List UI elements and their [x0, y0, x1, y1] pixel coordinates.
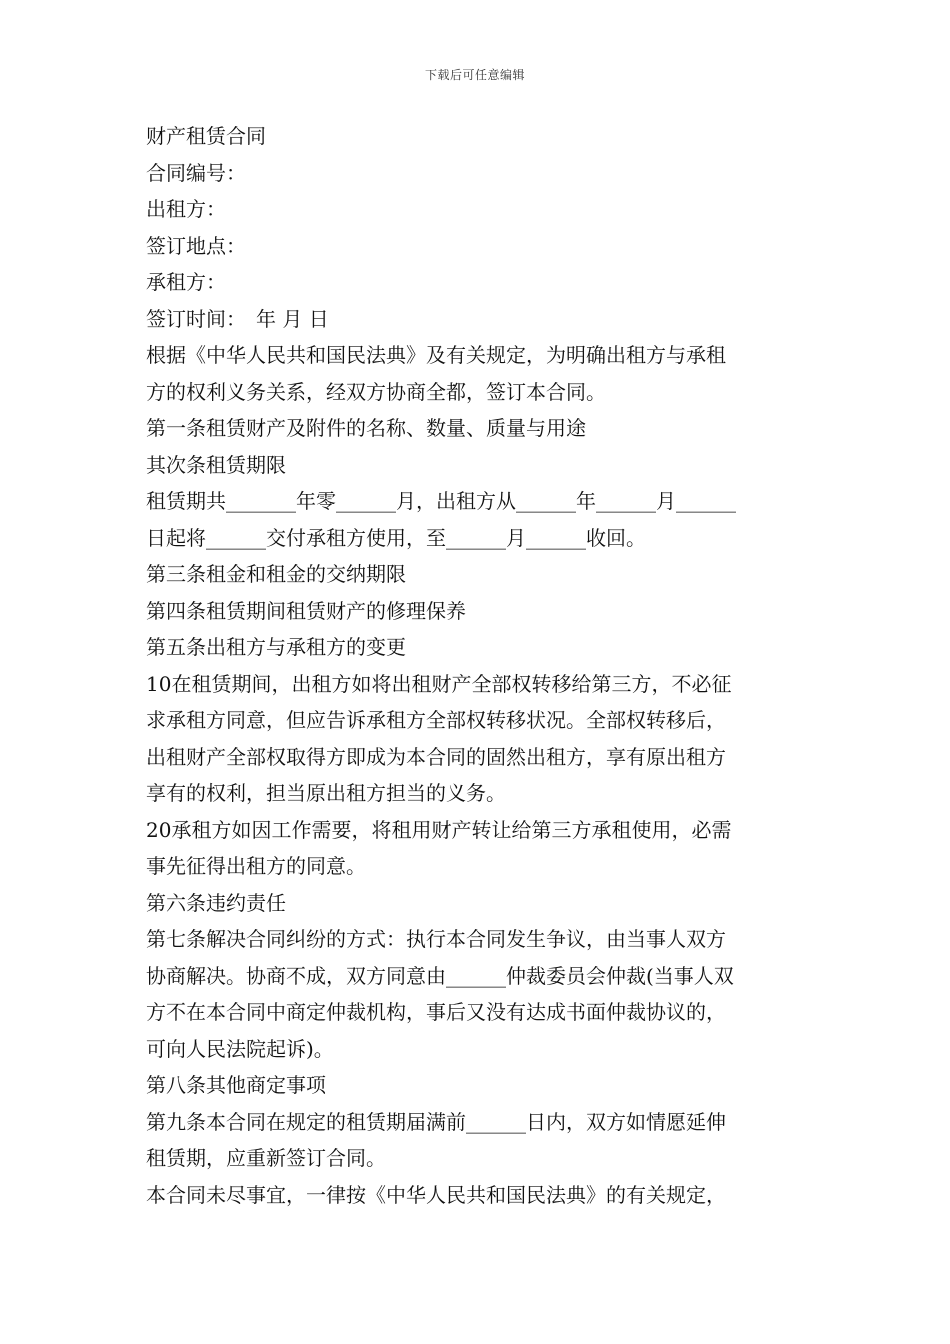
contract-title: 财产租赁合同 — [146, 124, 266, 148]
closing-line: 本合同未尽事宜，一律按《中华人民共和国民法典》的有关规定， — [146, 1182, 726, 1207]
article-5-heading: 第五条出租方与承租方的变更 — [146, 635, 406, 659]
lessor-label: 出租方： — [146, 197, 226, 221]
preamble-line: 方的权利义务关系，经双方协商全都，签订本合同。 — [146, 379, 606, 404]
article-3-heading: 第三条租金和租金的交纳期限 — [146, 562, 406, 586]
signing-date-label: 签订时间： 年 月 日 — [146, 306, 329, 331]
article-6-heading: 第六条违约责任 — [146, 890, 286, 915]
lease-term-line: 租赁期共_______年零______月，出租方从______年______月______ — [146, 489, 736, 513]
article-7-line: 第七条解决合同纠纷的方式：执行本合同发生争议，由当事人双方 — [146, 927, 726, 951]
article-7-line: 协商解决。协商不成，双方同意由______仲裁委员会仲裁(当事人双 — [146, 963, 734, 988]
signing-place-label: 签订地点： — [146, 233, 246, 258]
page-header-note: 下载后可任意编辑 — [424, 68, 525, 82]
preamble-line: 根据《中华人民共和国民法典》及有关规定，为明确出租方与承租 — [146, 343, 726, 367]
article-4-heading: 第四条租赁期间租赁财产的修理保养 — [146, 598, 466, 623]
clause-1-line: 享有的权利，担当原出租方担当的义务。 — [146, 781, 506, 805]
contract-body — [146, 118, 810, 1213]
clause-1-line: 求承租方同意，但应告诉承租方全部权转移状况。全部权转移后， — [146, 708, 726, 732]
contract-number-label: 合同编号： — [146, 160, 246, 185]
article-7-line: 方不在本合同中商定仲裁机构，事后又没有达成书面仲裁协议的， — [146, 1000, 726, 1024]
clause-2-line: 20承租方如因工作需要，将租用财产转让给第三方承租使用，必需 — [146, 817, 732, 842]
lease-term-line: 日起将______交付承租方使用，至______月______收回。 — [146, 525, 646, 550]
clause-1-line: 10在租赁期间，出租方如将出租财产全部权转移给第三方，不必征 — [146, 671, 732, 696]
article-7-line: 可向人民法院起诉)。 — [146, 1036, 334, 1061]
article-9-line: 租赁期，应重新签订合同。 — [146, 1146, 386, 1170]
article-2-heading: 其次条租赁期限 — [146, 452, 286, 477]
article-8-heading: 第八条其他商定事项 — [146, 1073, 326, 1097]
article-9-line: 第九条本合同在规定的租赁期届满前______日内，双方如情愿延伸 — [146, 1109, 726, 1134]
clause-1-line: 出租财产全部权取得方即成为本合同的固然出租方，享有原出租方 — [146, 744, 726, 769]
article-1-heading: 第一条租赁财产及附件的名称、数量、质量与用途 — [146, 416, 586, 440]
lessee-label: 承租方： — [146, 270, 226, 294]
clause-2-line: 事先征得出租方的同意。 — [146, 854, 366, 878]
